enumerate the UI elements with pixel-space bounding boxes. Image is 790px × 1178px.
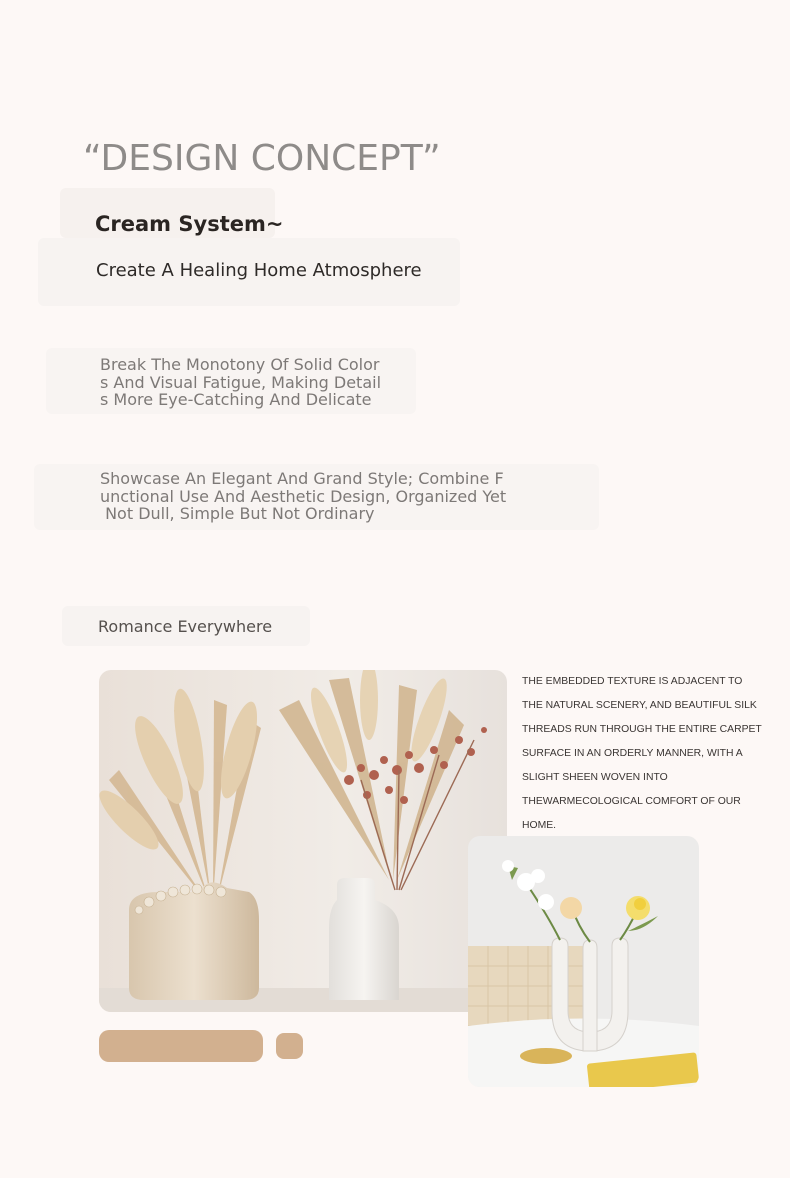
concept-paragraph: Break The Monotony Of Solid Color s And Visual Fatigue, Making Detail s More Eye-Catching And Delicate — [100, 355, 382, 409]
section-label: Romance Everywhere — [98, 617, 273, 636]
decorative-dot — [276, 1033, 303, 1059]
subtitle: Cream System~ — [95, 212, 284, 236]
concept-paragraph: Showcase An Elegant And Grand Style; Combine F unctional Use And Aesthetic Design, Organized Yet Not Dull, Simple But Not Ordinary — [100, 469, 507, 523]
tagline: Create A Healing Home Atmosphere — [96, 260, 422, 281]
decorative-bar — [99, 1030, 263, 1062]
dried-flowers-photo — [99, 670, 507, 1012]
u-vase-photo — [468, 836, 699, 1087]
page-title: “DESIGN CONCEPT” — [83, 138, 441, 179]
section-description: THE EMBEDDED TEXTURE IS ADJACENT TO THE NATURAL SCENERY, AND BEAUTIFUL SILK THREADS RUN THROUGH THE ENTIRE CARPET SURFACE IN AN ORDERLY MANNER, WITH A SLIGHT SHEEN WOVEN INTO THEWARMECOLOGICAL COMFORT OF OUR HOME. — [522, 676, 762, 831]
